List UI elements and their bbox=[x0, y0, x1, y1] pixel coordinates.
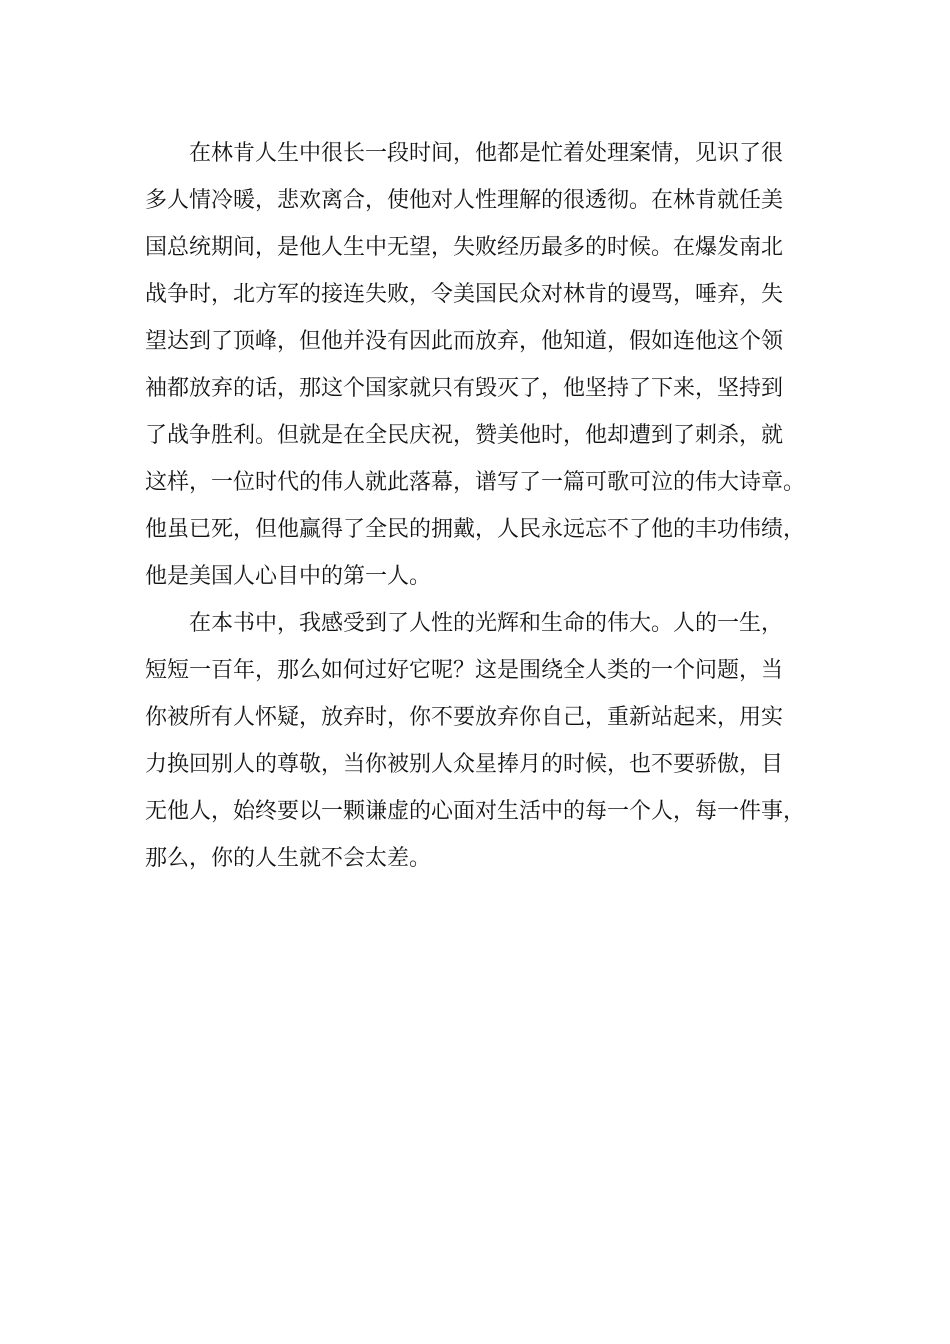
document-body bbox=[145, 130, 820, 882]
paragraph-2 bbox=[145, 600, 820, 882]
paragraph-line: 袖都放弃的话，那这个国家就只有毁灭了，他坚持了下来，坚持到 bbox=[145, 376, 784, 401]
paragraph-line: 那么，你的人生就不会太差。 bbox=[145, 846, 432, 871]
paragraph-line: 国总统期间，是他人生中无望，失败经历最多的时候。在爆发南北 bbox=[145, 235, 784, 260]
paragraph-line: 了战争胜利。但就是在全民庆祝，赞美他时，他却遭到了刺杀，就 bbox=[145, 423, 784, 448]
paragraph-line: 力换回别人的尊敬，当你被别人众星捧月的时候，也不要骄傲，目 bbox=[145, 752, 784, 777]
paragraph-line: 无他人，始终要以一颗谦虚的心面对生活中的每一个人，每一件事， bbox=[145, 799, 806, 824]
paragraph-line: 在本书中，我感受到了人性的光辉和生命的伟大。人的一生， bbox=[189, 611, 784, 636]
paragraph-line: 他虽已死，但他赢得了全民的拥戴，人民永远忘不了他的丰功伟绩， bbox=[145, 517, 806, 542]
paragraph-line: 这样，一位时代的伟人就此落幕，谱写了一篇可歌可泣的伟大诗章。 bbox=[145, 470, 806, 495]
paragraph-line: 短短一百年，那么如何过好它呢？这是围绕全人类的一个问题，当 bbox=[145, 658, 784, 683]
paragraph-line: 他是美国人心目中的第一人。 bbox=[145, 564, 432, 589]
paragraph-1 bbox=[145, 130, 820, 600]
paragraph-line: 望达到了顶峰，但他并没有因此而放弃，他知道，假如连他这个领 bbox=[145, 329, 784, 354]
paragraph-line: 多人情冷暖，悲欢离合，使他对人性理解的很透彻。在林肯就任美 bbox=[145, 188, 784, 213]
paragraph-line: 在林肯人生中很长一段时间，他都是忙着处理案情，见识了很 bbox=[189, 141, 784, 166]
paragraph-line: 你被所有人怀疑，放弃时，你不要放弃你自己，重新站起来，用实 bbox=[145, 705, 784, 730]
paragraph-line: 战争时，北方军的接连失败，令美国民众对林肯的谩骂，唾弃，失 bbox=[145, 282, 784, 307]
